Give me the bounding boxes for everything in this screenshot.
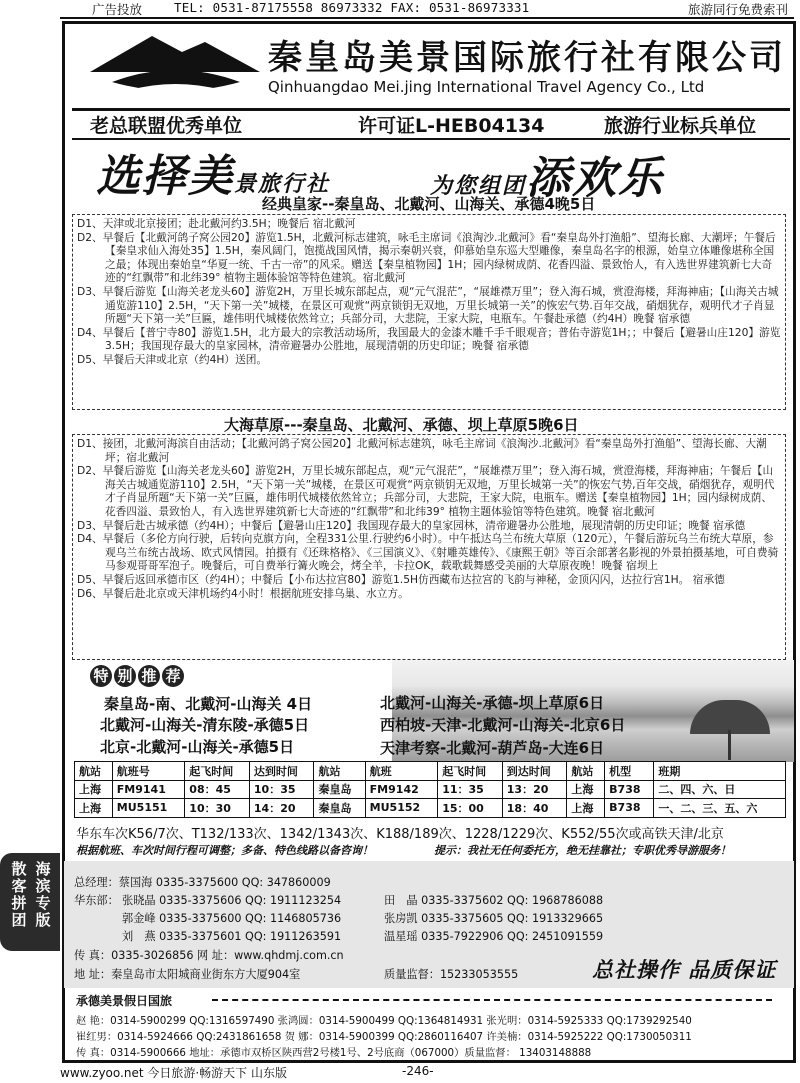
package-item: 北戴河-山海关-承德-坝上草原6日 [380, 694, 605, 712]
package-item: 北京-北戴河-山海关-承德5日 [100, 738, 295, 756]
header-cell: 航班 [365, 762, 438, 781]
itinerary-day: D5、早餐后天津或北京（约4H）送团。 [77, 352, 268, 366]
license-number: 许可证L-HEB04134 [358, 115, 545, 137]
itinerary-day: D4、早餐后【普宁寺80】游览1.5H，北方最大的宗教活动场所，我国最大的金漆木雕千手千眼观音；普佑寺游览1H；；中餐后【避暑山庄120】游览3.5H；我国现存最大的皇家园林，清帝避暑办公胜地，展现清朝的历史印证；晚餐 宿承德 [77, 325, 781, 353]
table-row [75, 780, 786, 799]
cell: 上海 [567, 780, 605, 799]
cell: 一、二、三、五、六 [654, 799, 786, 818]
quality-slogan: 总社操作 品质保证 [592, 958, 777, 982]
route1-itinerary [72, 214, 786, 410]
special-recommend-badge [90, 665, 186, 687]
special-char: 特 [90, 665, 112, 687]
cell: 14：20 [249, 799, 314, 818]
side-tab-label-b: 海滨专版 [35, 860, 51, 929]
fax-website: 传 真：0335-3026856 网 址：www.qhdmj.com.cn [74, 949, 344, 962]
cell: 13：20 [502, 780, 567, 799]
cell: FM9142 [365, 780, 438, 799]
header-cell: 班期 [654, 762, 786, 781]
page-number: -246- [402, 1064, 434, 1078]
top-divider [60, 17, 794, 19]
header-cell: 起飞时间 [185, 762, 250, 781]
cell: B738 [605, 780, 654, 799]
slogan-big-a: 选择美 [96, 151, 234, 202]
contact-entry: 郭金峰 0335-3375600 QQ: 1146805736 [122, 912, 342, 925]
cell: 10：35 [249, 780, 314, 799]
contact-entry: 刘 燕 0335-3375601 QQ: 1911263591 [122, 930, 342, 943]
beach-umbrella-icon [690, 700, 770, 734]
cell: 秦皇岛 [314, 799, 365, 818]
cell: 上海 [75, 799, 113, 818]
cell: MU5151 [112, 799, 185, 818]
itinerary-day: D6、早餐后赴北京或天津机场约4小时！根据航班安排乌巢、水立方。 [77, 586, 409, 600]
package-item: 西柏坡-天津-北戴河-山海关-北京6日 [380, 716, 626, 734]
side-tab [0, 853, 60, 951]
itinerary-day: D1、接团，北戴河海滨自由活动；【北戴河鸽子窝公园20】北戴河标志建筑，咏毛主席词《浪淘沙.北戴河》看“秦皇岛外打渔船”、望海长廊、大潮坪；宿北戴河 [77, 437, 767, 464]
header-cell: 航站 [567, 762, 605, 781]
table-row [75, 799, 786, 818]
cell: 10：30 [185, 799, 250, 818]
route2-itinerary [72, 434, 786, 660]
branch-title: 承德美景假日国旅 [76, 994, 173, 1008]
slogan-small-a: 景旅行社 [234, 172, 331, 197]
company-name-cn: 秦皇岛美景国际旅行社有限公司 [268, 38, 786, 78]
itinerary-day: D2、早餐后游览【山海关老龙头60】游览2H，万里长城东部起点，观“元气混茫”，“展雄襟万里”；登入海石城，赏澄海楼，拜海神庙；午餐后【山海关古城通览游110】2.5H，“天下第一关”城楼，在景区可观赏“两京锁钥无双地，万里长城第一关”的恢宏气势,百年交战，硝烟犹存，观明代才子肖显所题“天下第一关”巨匾，雄伟明代城楼依然耸立；兵部分司，大悲院，王家大院，电瓶车。赠送【秦皇植物园】1H；园内绿树成荫、花香四溢、景致怡人，有入选世界建筑新七大奇迹的“红飘带”和北纬39° 植物主题体验馆等特色建筑。晚餐 宿北戴河 [77, 464, 775, 518]
cell: 二、四、六、日 [654, 780, 786, 799]
flight-table-header [75, 762, 786, 781]
quality-supervision: 质量监督：15233053555 [384, 968, 519, 981]
header-cell: 航站 [314, 762, 365, 781]
cell: B738 [605, 799, 654, 818]
cell: 18：40 [502, 799, 567, 818]
package-item: 秦皇岛-南、北戴河-山海关 4日 [104, 695, 313, 713]
header-cell: 机型 [605, 762, 654, 781]
general-manager: 总经理：蔡国海 0335-3375600 QQ: 347860009 [74, 876, 331, 889]
special-char: 别 [114, 665, 136, 687]
header-cell: 航班号 [112, 762, 185, 781]
tag-left: 老总联盟优秀单位 [90, 115, 243, 137]
branch-contact-row: 传 真：0314-5900666 地址：承德市双桥区陕西营2号楼1号、2号底商（067000）质量监督： 13403148888 [76, 1047, 592, 1059]
note-left: 根据航班、车次时间行程可调整；多备、特色线路以备咨询！ [76, 844, 373, 857]
special-char: 荐 [162, 665, 184, 687]
note-right: 提示：我社无任何委托方，绝无挂靠社；专职优秀导游服务！ [434, 844, 731, 857]
company-name-en: Qinhuangdao Mei.jing International Travel Agency Co., Ltd [268, 78, 705, 96]
tag-right: 旅游行业标兵单位 [604, 115, 757, 137]
top-bar-left: 广告投放 [92, 2, 143, 17]
top-bar [0, 0, 800, 18]
side-tab-label-a: 散客拼团 [11, 860, 27, 929]
cell: 上海 [75, 780, 113, 799]
cell: 11：35 [438, 780, 503, 799]
contact-entry: 张房凯 0335-3375605 QQ: 1913329665 [384, 912, 604, 925]
itinerary-day: D3、早餐后赴古城承德（约4H）；中餐后【避暑山庄120】我国现存最大的皇家园林，清帝避暑办公胜地，展现清朝的历史印证；晚餐 宿承德 [77, 518, 746, 532]
company-logo-icon [90, 30, 260, 110]
footer-site: www.zyoo.net 今日旅游·畅游天下 山东版 [60, 1066, 287, 1080]
package-item: 北戴河-山海关-清东陵-承德5日 [100, 716, 310, 734]
branch-contact-row: 崔红男：0314-5924666 QQ:2431861658 贺 娜：0314-5900399 QQ:2860116407 许美楠：0314-5925222 QQ:1730050311 [76, 1031, 692, 1043]
cell: FM9141 [112, 780, 185, 799]
cell: 上海 [567, 799, 605, 818]
header-cell: 达到时间 [249, 762, 314, 781]
branch-panel [64, 990, 794, 1062]
itinerary-day: D5、早餐后返回承德市区（约4H）；中餐后【小布达拉宫80】游览1.5H仿西藏布达拉宫的飞韵与神秘，金顶闪闪，达拉行宫1H。 宿承德 [77, 572, 725, 586]
branch-divider [212, 999, 772, 1001]
branch-contact-row: 赵 艳：0314-5900299 QQ:1316597490 张鸿圆：0314-5900499 QQ:1364814931 张光明：0314-5925333 QQ:1739292540 [76, 1015, 692, 1027]
cell: MU5152 [365, 799, 438, 818]
address: 地 址：秦皇岛市太阳城商业街东方大厦904室 [74, 968, 301, 981]
train-info: 华东车次K56/7次、T132/133次、1342/1343次、K188/189次、1228/1229次、K552/55次或高铁天津/北京 [76, 827, 724, 842]
cell: 08：45 [185, 780, 250, 799]
cell: 15：00 [438, 799, 503, 818]
itinerary-day: D2、早餐后【北戴河鸽子窝公园20】游览1.5H，北戴河标志建筑，咏毛主席词《浪淘沙.北戴河》看“秦皇岛外打渔船”、望海长廊、大潮坪；午餐后【秦皇求仙入海处35】1.5H，秦风阔门，饱揽战国风情，揭示秦朝兴衰，仰慕始皇东巡大型雕像，秦皇岛名字的根源，始皇立体雕像堪称全国之最；体现出秦始皇“华夏一统、千古一帝”的风采。赠送【秦皇植物园】1H；园内绿树成荫、花香四溢、景致怡人，有入选世界建筑新七大奇迹的“红飘带”和北纬39° 植物主题体验馆等特色建筑。宿北戴河 [77, 230, 776, 285]
route2-title: 大海草原---秦皇岛、北戴河、承德、坝上草原5晚6日 [224, 416, 579, 434]
cell: 秦皇岛 [314, 780, 365, 799]
route1-title: 经典皇家--秦皇岛、北戴河、山海关、承德4晚5日 [262, 195, 596, 213]
slogan-big-b: 添欢乐 [526, 153, 665, 204]
contact-entry: 温星瑶 0335-7922906 QQ: 2451091559 [384, 930, 604, 943]
header-cell: 航站 [75, 762, 113, 781]
top-bar-contact: TEL: 0531-87175558 86973332 FAX: 0531-86973331 [174, 0, 530, 15]
flight-table [74, 761, 786, 818]
itinerary-day: D4、早餐后（多伦方向行驶，后转向克旗方向，全程331公里.行驶约6小时）。中午抵达乌兰布统大草原（120元），午餐后游玩乌兰布统大草原，参观乌兰布统古战场、欧式风情园。拍摄有《还珠格格》、《三国演义》、《射雕英雄传》、《康熙王朝》等百余部著名影视的外景拍摄基地，可自费骑马参观哥哥军泡子。晚餐后，可自费举行篝火晚会，烤全羊，卡拉OK，载歌载舞感受美丽的大草原夜晚！晚餐 宿坝上 [77, 532, 779, 573]
slogan-small-b: 为您组团 [430, 174, 527, 199]
umbrella-pole [728, 730, 731, 760]
package-item: 天津考察-北戴河-葫芦岛-大连6日 [380, 739, 605, 757]
special-char: 推 [138, 665, 160, 687]
header-cell: 到达时间 [502, 762, 567, 781]
page-footer [60, 1064, 434, 1081]
header-cell: 起飞时间 [438, 762, 503, 781]
contact-entry: 田 晶 0335-3375602 QQ: 1968786088 [384, 894, 604, 907]
top-bar-right: 旅游同行免费索刊 [687, 2, 788, 17]
contact-entry: 张晓晶 0335-3375606 QQ: 1911123254 [122, 894, 342, 907]
itinerary-day: D3、早餐后游览【山海关老龙头60】游览2H，万里长城东部起点，观“元气混茫”，“展雄襟万里”；登入海石城，赏澄海楼，拜海神庙；【山海关古城通览游110】2.5H，“天下第一关”城楼，在景区可观赏“两京锁钥无双地，万里长城第一关”的恢宏气势.百年交战，硝烟犹存，观明代才子肖显所题“天下第一关”巨匾，雄伟明代城楼依然耸立；兵部分司，大悲院，王家大院，电瓶车。午餐赴承德（约4H）晚餐 宿承德 [77, 284, 779, 326]
east-dept-label: 华东部： [74, 894, 119, 907]
itinerary-day: D1、天津或北京接团；赴北戴河约3.5H；晚餐后 宿北戴河 [77, 217, 356, 230]
contact-panel [64, 861, 794, 988]
